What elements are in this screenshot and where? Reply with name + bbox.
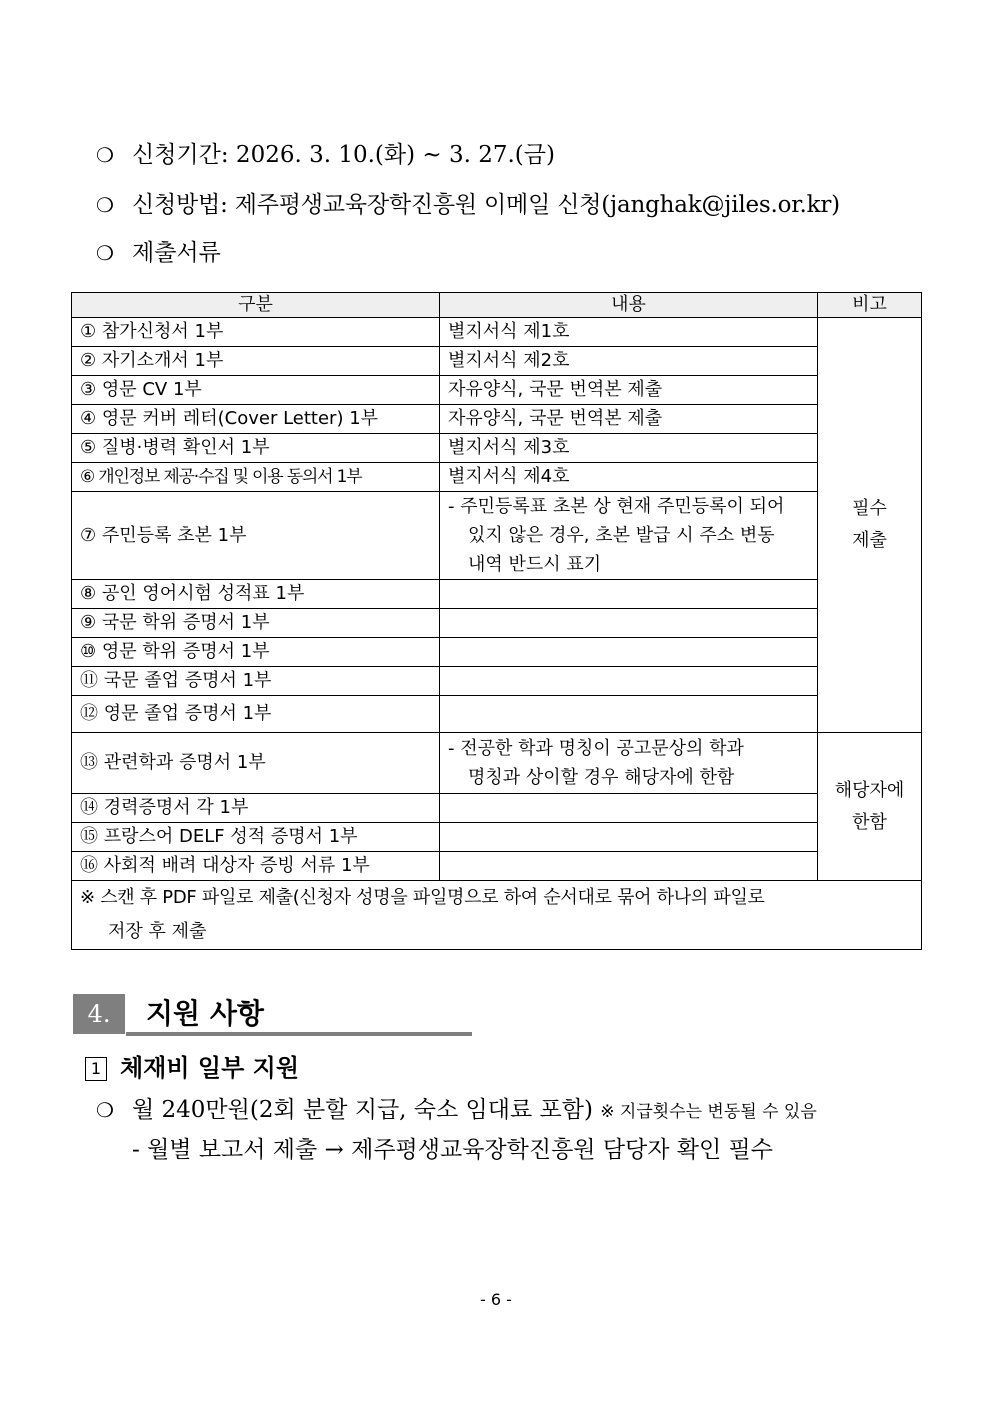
row-content [440, 852, 818, 881]
subsection-number: 1 [85, 1057, 107, 1081]
content-line: - 주민등록표 초본 상 현재 주민등록이 되어 [448, 496, 785, 517]
circle-bullet-icon: ❍ [96, 241, 114, 265]
table-row [72, 852, 922, 881]
content-line: - 전공한 학과 명칭이 공고문상의 학과 [448, 738, 744, 759]
note-required-line: 필수 [852, 498, 887, 519]
row-item: ④ 영문 커버 레터(Cover Letter) 1부 [72, 405, 440, 434]
row-content [440, 580, 818, 609]
row-content: 별지서식 제2호 [440, 347, 818, 376]
table-row [72, 794, 922, 823]
row-item: ⑮ 프랑스어 DELF 성적 증명서 1부 [72, 823, 440, 852]
table-row [72, 318, 922, 347]
support-detail: - 월별 보고서 제출 → 제주평생교육장학진흥원 담당자 확인 필수 [132, 1137, 773, 1163]
table-row [72, 492, 922, 580]
table-footnote-row [72, 881, 922, 950]
content-line: 내역 반드시 표기 [468, 554, 602, 575]
table-footnote [72, 881, 922, 950]
section-number: 4. [73, 994, 125, 1034]
documents-table [71, 292, 922, 950]
row-item: ⑭ 경력증명서 각 1부 [72, 794, 440, 823]
subsection-title: 체재비 일부 지원 [120, 1054, 299, 1082]
note-applicable-line: 해당자에 [834, 779, 905, 801]
footnote-line: 저장 후 제출 [108, 921, 207, 942]
row-content [440, 638, 818, 667]
row-content: 자유양식, 국문 번역본 제출 [440, 376, 818, 405]
header-content: 내용 [440, 293, 818, 318]
table-header-row [72, 293, 922, 318]
table-row [72, 347, 922, 376]
header-remarks: 비고 [818, 293, 922, 318]
circle-bullet-icon: ❍ [96, 1098, 114, 1122]
content-line: 있지 않은 경우, 초본 발급 시 주소 변동 [468, 525, 775, 546]
table-row [72, 463, 922, 492]
circle-bullet-icon: ❍ [96, 193, 114, 217]
footnote-line: ※ 스캔 후 PDF 파일로 제출(신청자 성명을 파일명으로 하여 순서대로 묶어 하나의 파일로 [80, 887, 765, 908]
table-row [72, 733, 922, 794]
required-documents-heading [96, 238, 221, 268]
note-applicable [818, 733, 922, 881]
row-item: ⑥ 개인정보 제공·수집 및 이용 동의서 1부 [72, 463, 440, 492]
header-category: 구분 [72, 293, 440, 318]
row-item: ⑫ 영문 졸업 증명서 1부 [72, 696, 440, 733]
row-item: ⑩ 영문 학위 증명서 1부 [72, 638, 440, 667]
table-row [72, 696, 922, 733]
note-required [818, 318, 922, 733]
table-row [72, 376, 922, 405]
page-number: - 6 - [480, 1290, 512, 1309]
row-item: ② 자기소개서 1부 [72, 347, 440, 376]
application-period [96, 140, 555, 170]
row-item: ⑧ 공인 영어시험 성적표 1부 [72, 580, 440, 609]
row-content: 자유양식, 국문 번역본 제출 [440, 405, 818, 434]
row-item: ⑬ 관련학과 증명서 1부 [72, 733, 440, 794]
row-item: ⑨ 국문 학위 증명서 1부 [72, 609, 440, 638]
table-row [72, 638, 922, 667]
row-item: ⑪ 국문 졸업 증명서 1부 [72, 667, 440, 696]
support-amount [96, 1095, 817, 1127]
table-row [72, 434, 922, 463]
row-item: ① 참가신청서 1부 [72, 318, 440, 347]
row-content [440, 492, 818, 580]
row-item: ③ 영문 CV 1부 [72, 376, 440, 405]
section-underline [126, 1032, 472, 1036]
table-row [72, 405, 922, 434]
application-method-text: 신청방법: 제주평생교육장학진흥원 이메일 신청(janghak@jiles.or.kr) [132, 192, 840, 218]
support-note: ※ 지급횟수는 변동될 수 있음 [600, 1102, 817, 1122]
circle-bullet-icon: ❍ [96, 143, 114, 167]
row-content [440, 609, 818, 638]
note-applicable-line: 한함 [852, 811, 887, 833]
support-amount-text: 월 240만원(2회 분할 지급, 숙소 임대료 포함) [132, 1097, 593, 1123]
row-content: 별지서식 제3호 [440, 434, 818, 463]
section-title: 지원 사항 [146, 997, 264, 1030]
note-required-line: 제출 [852, 530, 887, 551]
content-line: 명칭과 상이할 경우 해당자에 한함 [468, 767, 735, 788]
row-content [440, 823, 818, 852]
row-content [440, 794, 818, 823]
row-item: ⑦ 주민등록 초본 1부 [72, 492, 440, 580]
table-row [72, 667, 922, 696]
application-method [96, 190, 840, 220]
row-content [440, 696, 818, 733]
row-item: ⑤ 질병·병력 확인서 1부 [72, 434, 440, 463]
application-period-text: 신청기간: 2026. 3. 10.(화) ~ 3. 27.(금) [132, 142, 555, 168]
row-content [440, 667, 818, 696]
required-documents-text: 제출서류 [132, 240, 221, 266]
row-content: 별지서식 제4호 [440, 463, 818, 492]
table-row [72, 580, 922, 609]
row-content: 별지서식 제1호 [440, 318, 818, 347]
table-row [72, 823, 922, 852]
table-row [72, 609, 922, 638]
row-item: ⑯ 사회적 배려 대상자 증빙 서류 1부 [72, 852, 440, 881]
row-content [440, 733, 818, 794]
